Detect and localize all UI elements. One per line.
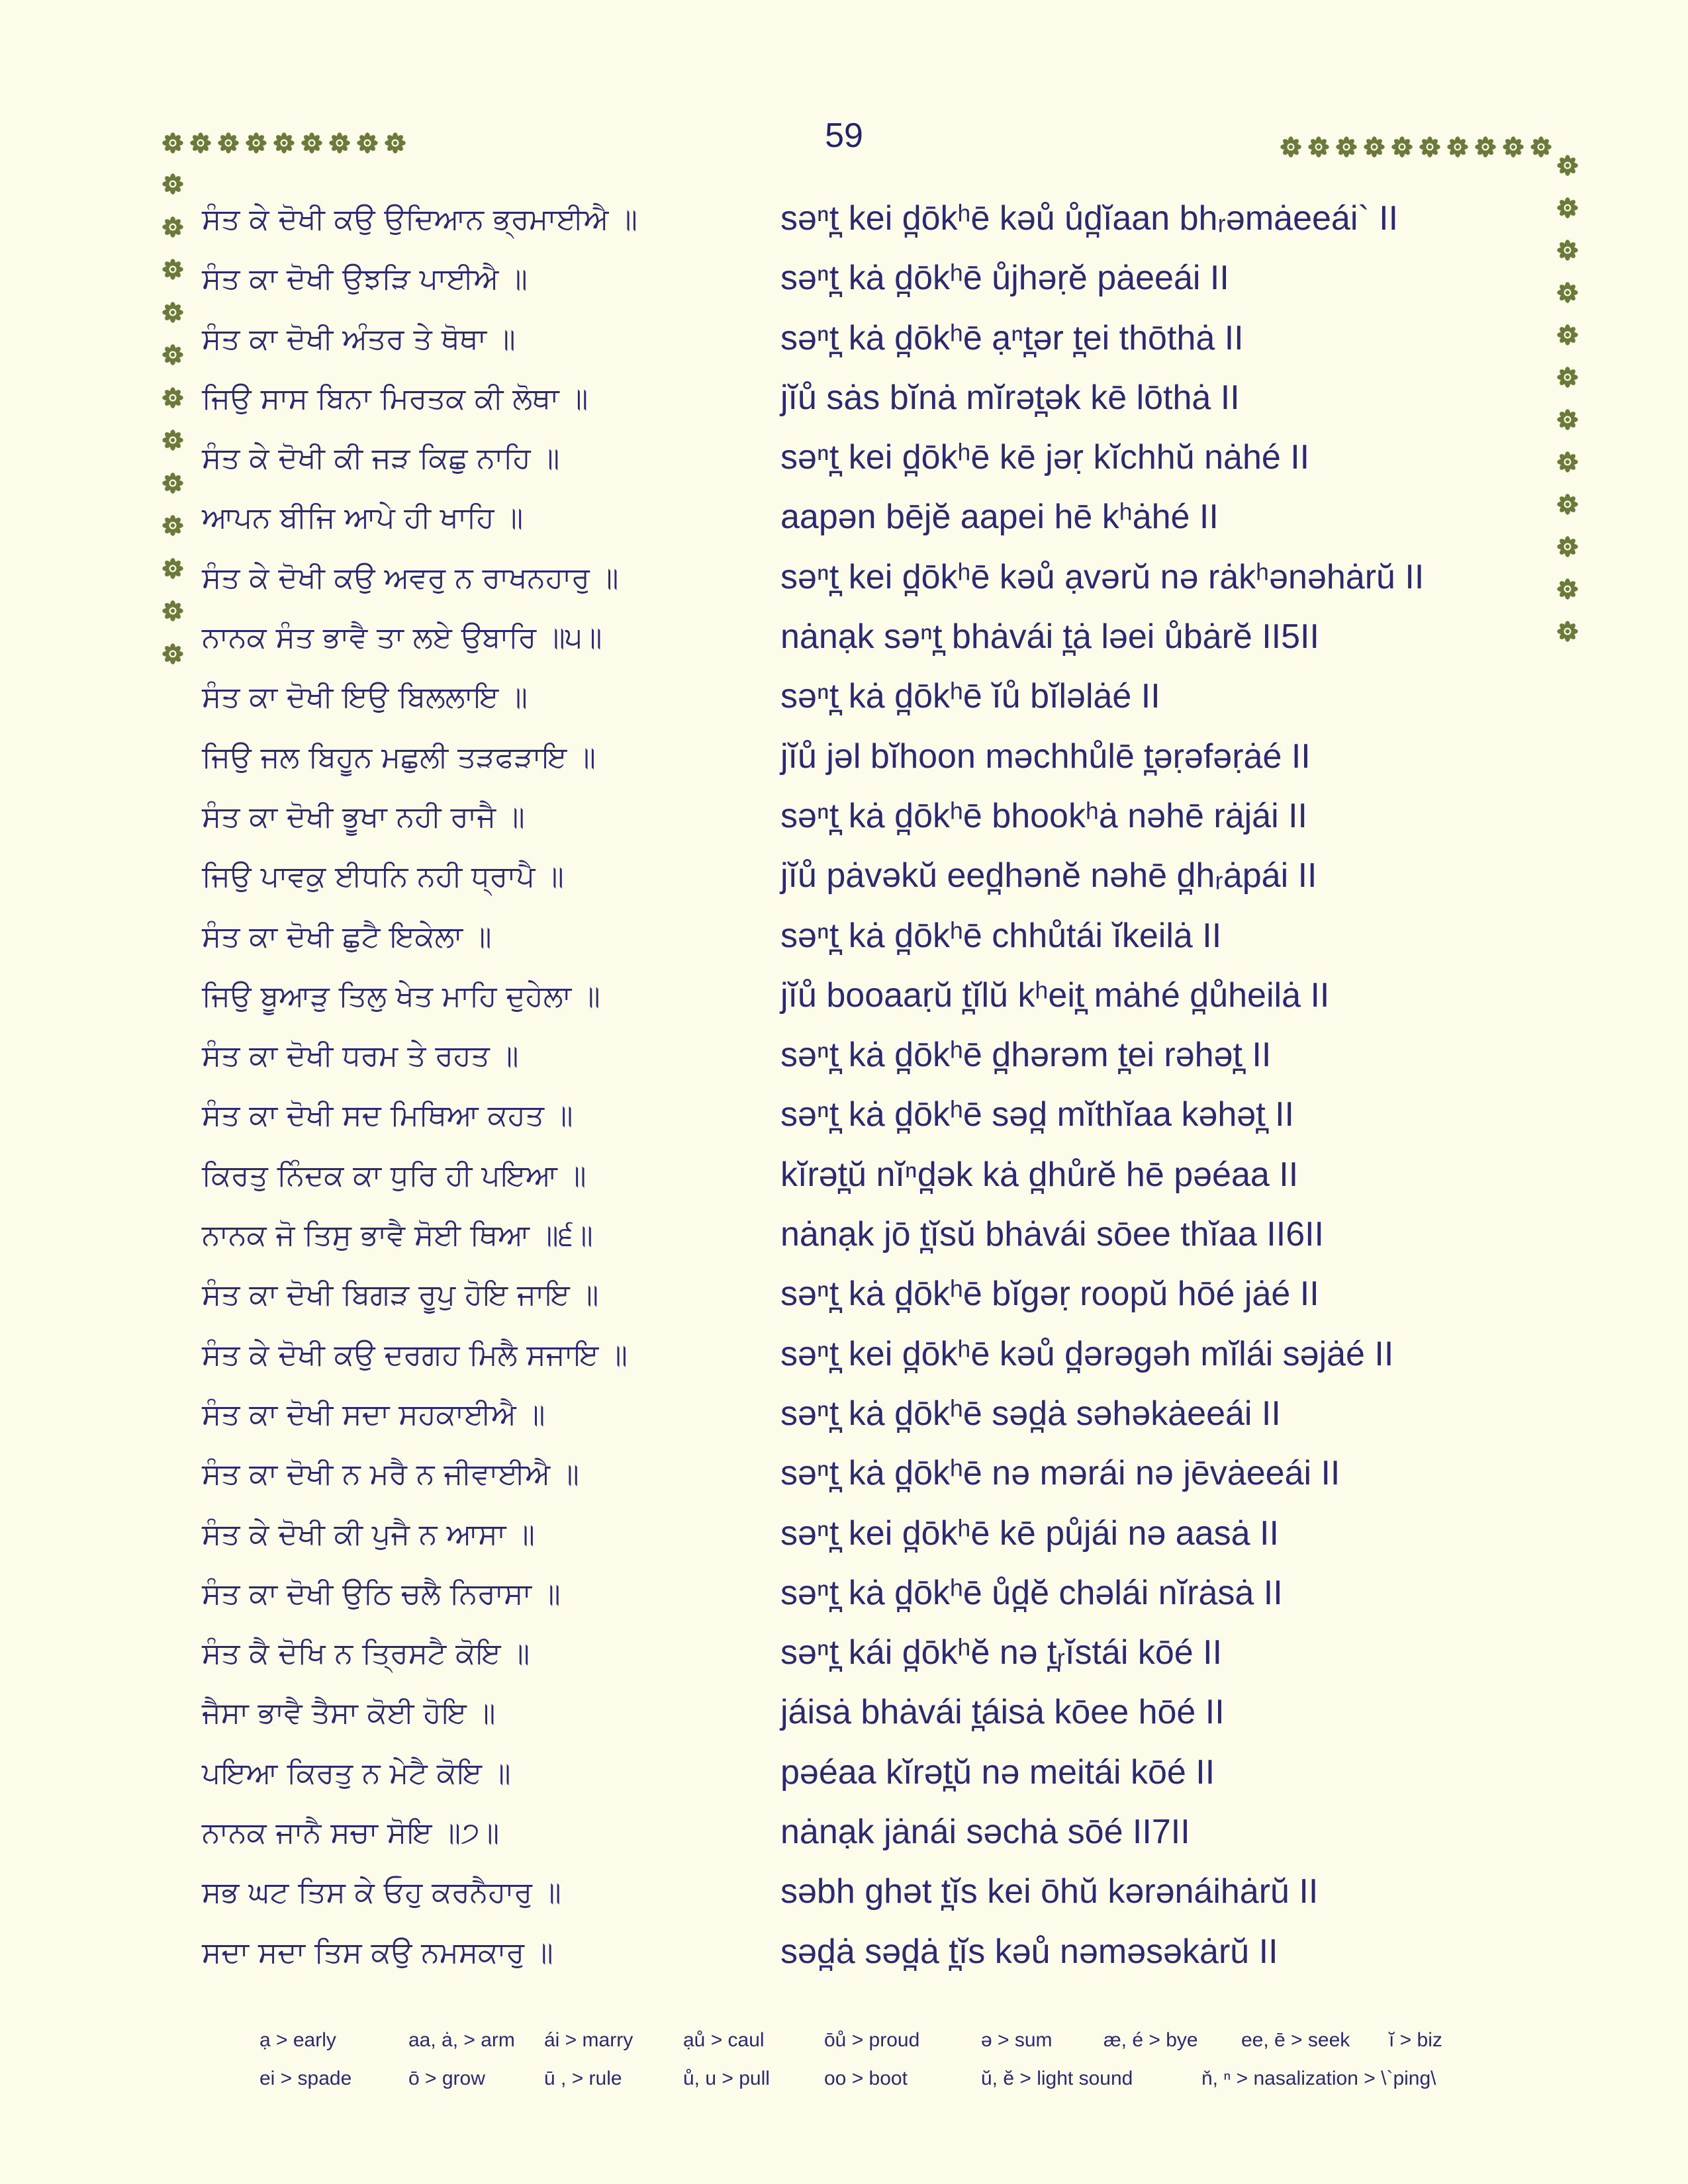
- verse-line: [202, 1391, 1526, 1451]
- transliteration-text: jĭů jəl bĭhoon məchhůlē t̪əṛəfəṛȧé II: [780, 737, 1311, 776]
- legend-item: ái > marry: [544, 2029, 633, 2051]
- legend-item: ạ > early: [259, 2029, 336, 2051]
- gurmukhi-text: ਸੰਤ ਕੇ ਦੋਖੀ ਕਉ ਦਰਗਹ ਮਿਲੈ ਸਜਾਇ ॥: [202, 1338, 628, 1372]
- transliteration-text: kĭrət̪ŭ nĭⁿd̪ək kȧ d̪hůrĕ hē pəéaa II: [780, 1155, 1299, 1194]
- gurmukhi-text: ਕਿਰਤੁ ਨਿੰਦਕ ਕਾ ਧੁਰਿ ਹੀ ਪਇਆ ॥: [202, 1158, 586, 1193]
- legend-item: ōů > proud: [824, 2029, 920, 2051]
- legend-item: ə > sum: [981, 2029, 1053, 2051]
- gurmukhi-text: ਸੰਤ ਕਾ ਦੋਖੀ ਛੁਟੈ ਇਕੇਲਾ ॥: [202, 919, 492, 954]
- transliteration-text: nȧnạk jȧnái səchȧ sōé II7II: [780, 1813, 1190, 1852]
- transliteration-text: nȧnạk səⁿt̪ bhȧvái t̪ȧ ləei ůbȧrĕ II5II: [780, 617, 1319, 657]
- verse-line: [202, 1869, 1526, 1929]
- flower-ornament-icon: [162, 472, 184, 494]
- flower-ornament-icon: [1556, 535, 1579, 558]
- verse-line: [202, 1092, 1526, 1152]
- flower-ornament-icon: [273, 132, 295, 154]
- legend-item: ĭ > biz: [1389, 2029, 1442, 2051]
- flower-ornament-icon: [1556, 493, 1579, 516]
- pronunciation-legend: [259, 2029, 1550, 2115]
- legend-item: ň, ⁿ > nasalization > \`ping\: [1201, 2068, 1436, 2089]
- gurmukhi-text: ਨਾਨਕ ਸੰਤ ਭਾਵੈ ਤਾ ਲਏ ਉਬਾਰਿ ॥੫॥: [202, 621, 602, 655]
- gurmukhi-text: ਆਪਨ ਬੀਜਿ ਆਪੇ ਹੀ ਖਾਹਿ ॥: [202, 501, 524, 535]
- verse-line: [202, 1152, 1526, 1212]
- transliteration-text: səⁿt̪ kȧ d̪ōkʰē d̪hərəm t̪ei rəhət̪ II: [780, 1036, 1272, 1075]
- flower-ornament-icon: [162, 258, 184, 281]
- transliteration-text: səⁿt̪ kái d̪ōkʰĕ nə t̪ᵣĭstái kōé II: [780, 1633, 1223, 1672]
- gurmukhi-text: ਜਿਉ ਜਲ ਬਿਹੂਨ ਮਛੁਲੀ ਤੜਫੜਾਇ ॥: [202, 740, 596, 774]
- gurmukhi-text: ਸੰਤ ਕੈ ਦੋਖਿ ਨ ਤ੍ਰਿਸਟੈ ਕੋਇ ॥: [202, 1637, 530, 1671]
- transliteration-text: səⁿt̪ kȧ d̪ōkʰē bĭgəṛ roopŭ hōé jȧé II: [780, 1275, 1319, 1314]
- gurmukhi-text: ਸੰਤ ਕਾ ਦੋਖੀ ਅੰਤਰ ਤੇ ਥੋਥਾ ॥: [202, 322, 516, 356]
- legend-row: [259, 2029, 1550, 2068]
- flower-ornament-icon: [1363, 136, 1385, 158]
- flower-ornament-icon: [1556, 578, 1579, 600]
- flower-ornament-icon: [1446, 136, 1469, 158]
- verse-line: [202, 794, 1526, 853]
- legend-item: ū , > rule: [544, 2068, 622, 2089]
- flower-ornament-icon: [356, 132, 379, 154]
- gurmukhi-text: ਸੰਤ ਕੇ ਦੋਖੀ ਕੀ ਪੁਜੈ ਨ ਆਸਾ ॥: [202, 1517, 535, 1551]
- flower-ornament-icon: [1556, 366, 1579, 388]
- gurmukhi-text: ਸੰਤ ਕਾ ਦੋਖੀ ਨ ਮਰੈ ਨ ਜੀਵਾਈਐ ॥: [202, 1457, 579, 1492]
- verse-line: [202, 1809, 1526, 1869]
- verse-line: [202, 435, 1526, 494]
- gurmukhi-text: ਸੰਤ ਕਾ ਦੋਖੀ ਧਰਮ ਤੇ ਰਹਤ ॥: [202, 1039, 519, 1073]
- flower-ornament-icon: [1419, 136, 1441, 158]
- transliteration-text: jĭů pȧvəkŭ eed̪hənĕ nəhē d̪hᵣȧpái II: [780, 856, 1317, 895]
- legend-item: aa, ȧ, > arm: [408, 2029, 515, 2051]
- flower-ornament-icon: [162, 557, 184, 580]
- transliteration-text: səⁿt̪ kei d̪ōkʰē kəů d̪ərəgəh mĭlái səjȧé II: [780, 1334, 1394, 1373]
- flower-ornament-icon: [189, 132, 212, 154]
- flower-ornament-icon: [1335, 136, 1358, 158]
- flower-ornament-icon: [162, 343, 184, 366]
- gurmukhi-text: ਸੰਤ ਕਾ ਦੋਖੀ ਉਝੜਿ ਪਾਈਐ ॥: [202, 262, 528, 296]
- flower-ornament-icon: [1556, 281, 1579, 304]
- flower-ornament-icon: [217, 132, 240, 154]
- flower-ornament-icon: [162, 301, 184, 324]
- gurmukhi-text: ਸੰਤ ਕਾ ਦੋਖੀ ਸਦ ਮਿਥਿਆ ਕਹਤ ॥: [202, 1099, 573, 1133]
- gurmukhi-text: ਸਭ ਘਟ ਤਿਸ ਕੇ ਓਹੁ ਕਰਨੈਹਾਰੁ ॥: [202, 1876, 561, 1910]
- flower-ornament-icon: [1556, 154, 1579, 177]
- flower-ornament-icon: [245, 132, 267, 154]
- transliteration-text: səⁿt̪ kȧ d̪ōkʰē səd̪ mĭthĭaa kəhət̪ II: [780, 1095, 1294, 1134]
- flower-ornament-icon: [162, 132, 184, 154]
- verse-line: [202, 1750, 1526, 1809]
- flower-ornament-icon: [1307, 136, 1330, 158]
- verse-line: [202, 913, 1526, 973]
- verse-line: [202, 1032, 1526, 1092]
- legend-item: ů, u > pull: [683, 2068, 770, 2089]
- gurmukhi-text: ਨਾਨਕ ਜਾਨੈ ਸਚਾ ਸੋਇ ॥੭॥: [202, 1816, 500, 1850]
- flower-ornament-icon: [328, 132, 351, 154]
- transliteration-text: səⁿt̪ kei d̪ōkʰē kē jəṛ kĭchhŭ nȧhé II: [780, 438, 1310, 477]
- verse-line: [202, 853, 1526, 913]
- flower-ornament-icon: [162, 216, 184, 238]
- transliteration-text: jĭů sȧs bĭnȧ mĭrət̪ək kē lōthȧ II: [780, 378, 1240, 417]
- verse-table: [202, 196, 1526, 1989]
- gurmukhi-text: ਸੰਤ ਕਾ ਦੋਖੀ ਇਉ ਬਿਲਲਾਇ ॥: [202, 680, 528, 715]
- verse-line: [202, 1690, 1526, 1749]
- verse-line: [202, 555, 1526, 614]
- verse-line: [202, 1570, 1526, 1630]
- transliteration-text: səⁿt̪ kȧ d̪ōkʰē ůd̪ĕ chəlái nĭrȧsȧ II: [780, 1573, 1283, 1612]
- gurmukhi-text: ਸੰਤ ਕੇ ਦੋਖੀ ਕਉ ਅਵਰੁ ਨ ਰਾਖਨਹਾਰੁ ॥: [202, 561, 619, 595]
- flower-ornament-icon: [1391, 136, 1413, 158]
- transliteration-text: səⁿt̪ kȧ d̪ōkʰē bhookʰȧ nəhē rȧjái II: [780, 796, 1307, 835]
- verse-line: [202, 734, 1526, 794]
- gurmukhi-text: ਜਿਉ ਪਾਵਕੁ ਈਧਨਿ ਨਹੀ ਧ੍ਰਾਪੈ ॥: [202, 860, 564, 894]
- transliteration-text: səⁿt̪ kei d̪ōkʰē kē půjái nə aasȧ II: [780, 1514, 1279, 1553]
- transliteration-text: səⁿt̪ kei d̪ōkʰē kəů ůd̪ĭaan bhᵣəmȧeeái` II: [780, 199, 1399, 238]
- transliteration-text: jĭů booaaṛŭ t̪ĭlŭ kʰeit̪ mȧhé d̪ůheilȧ II: [780, 976, 1330, 1015]
- legend-item: ee, ē > seek: [1241, 2029, 1350, 2051]
- flower-ornament-icon: [1556, 408, 1579, 431]
- legend-item: ei > spade: [259, 2068, 352, 2089]
- verse-line: [202, 1332, 1526, 1391]
- flower-ornament-icon: [1280, 136, 1302, 158]
- transliteration-text: səⁿt̪ kȧ d̪ōkʰē chhůtái ĭkeilȧ II: [780, 916, 1222, 955]
- verse-line: [202, 614, 1526, 674]
- verse-line: [202, 255, 1526, 315]
- legend-item: oo > boot: [824, 2068, 908, 2089]
- flower-ornament-icon: [384, 132, 406, 154]
- verse-line: [202, 674, 1526, 733]
- transliteration-text: səⁿt̪ kȧ d̪ōkʰē ạⁿt̪ər t̪ei thōthȧ II: [780, 318, 1244, 357]
- flower-ornament-icon: [162, 387, 184, 409]
- gurmukhi-text: ਜਿਉ ਬੂਆੜੁ ਤਿਲੁ ਖੇਤ ਮਾਹਿ ਦੁਹੇਲਾ ॥: [202, 979, 600, 1013]
- gurmukhi-text: ਪਇਆ ਕਿਰਤੁ ਨ ਮੇਟੈ ਕੋਇ ॥: [202, 1756, 511, 1790]
- verse-line: [202, 973, 1526, 1032]
- gurmukhi-text: ਸੰਤ ਕਾ ਦੋਖੀ ਬਿਗੜ ਰੂਪੁ ਹੋਇ ਜਾਇ ॥: [202, 1278, 599, 1312]
- transliteration-text: səⁿt̪ kȧ d̪ōkʰē səd̪ȧ səhəkȧeeái II: [780, 1394, 1281, 1433]
- transliteration-text: səd̪ȧ səd̪ȧ t̪ĭs kəů nəməsəkȧrŭ II: [780, 1932, 1278, 1971]
- gurmukhi-text: ਸੰਤ ਕਾ ਦੋਖੀ ਭੂਖਾ ਨਹੀ ਰਾਜੈ ॥: [202, 799, 525, 834]
- verse-line: [202, 494, 1526, 554]
- verse-line: [202, 196, 1526, 255]
- verse-line: [202, 375, 1526, 435]
- flower-ornament-icon: [1556, 620, 1579, 643]
- gurmukhi-text: ਸੰਤ ਕੇ ਦੋਖੀ ਕੀ ਜੜ ਕਿਛੁ ਨਾਹਿ ॥: [202, 441, 560, 476]
- flower-ornament-icon: [1530, 136, 1552, 158]
- legend-item: ŭ, ĕ > light sound: [981, 2068, 1133, 2089]
- flower-ornament-icon: [162, 173, 184, 195]
- transliteration-text: səⁿt̪ kȧ d̪ōkʰē ůjhəṛĕ pȧeeái II: [780, 259, 1229, 298]
- flower-ornament-icon: [301, 132, 323, 154]
- verse-line: [202, 316, 1526, 375]
- flower-ornament-icon: [1502, 136, 1524, 158]
- transliteration-text: pəéaa kĭrət̪ŭ nə meitái kōé II: [780, 1752, 1215, 1792]
- flower-ornament-icon: [1556, 451, 1579, 473]
- page-number: 59: [825, 116, 863, 155]
- verse-line: [202, 1929, 1526, 1989]
- gurmukhi-text: ਸੰਤ ਕਾ ਦੋਖੀ ਸਦਾ ਸਹਕਾਈਐ ॥: [202, 1397, 545, 1432]
- flower-ornament-icon: [162, 643, 184, 665]
- gurmukhi-text: ਸੰਤ ਕਾ ਦੋਖੀ ਉਠਿ ਚਲੈ ਨਿਰਾਸਾ ॥: [202, 1576, 561, 1611]
- transliteration-text: səbh ghət t̪ĭs kei ōhŭ kərənáihȧrŭ II: [780, 1872, 1319, 1911]
- flower-ornament-icon: [162, 514, 184, 537]
- legend-item: ō > grow: [408, 2068, 485, 2089]
- legend-item: æ, é > bye: [1103, 2029, 1198, 2051]
- transliteration-text: səⁿt̪ kȧ d̪ōkʰē nə mərái nə jēvȧeeái II: [780, 1454, 1340, 1493]
- verse-line: [202, 1511, 1526, 1570]
- transliteration-text: səⁿt̪ kei d̪ōkʰē kəů ạvərŭ nə rȧkʰənəhȧrŭ II: [780, 557, 1425, 596]
- flower-ornament-icon: [1556, 324, 1579, 346]
- verse-line: [202, 1212, 1526, 1271]
- flower-ornament-icon: [162, 429, 184, 451]
- transliteration-text: aapən bējĕ aapei hē kʰȧhé II: [780, 498, 1219, 537]
- flower-ornament-icon: [162, 600, 184, 622]
- gurmukhi-text: ਜਿਉ ਸਾਸ ਬਿਨਾ ਮਿਰਤਕ ਕੀ ਲੋਥਾ ॥: [202, 381, 588, 416]
- flower-ornament-icon: [1556, 239, 1579, 261]
- transliteration-text: nȧnạk jō t̪ĭsŭ bhȧvái sōee thĭaa II6II: [780, 1215, 1325, 1254]
- legend-item: ạů > caul: [683, 2029, 765, 2051]
- gurmukhi-text: ਸੰਤ ਕੇ ਦੋਖੀ ਕਉ ਉਦਿਆਨ ਭ੍ਰਮਾਈਐ ॥: [202, 203, 637, 236]
- transliteration-text: səⁿt̪ kȧ d̪ōkʰē ĭů bĭləlȧé II: [780, 677, 1160, 716]
- transliteration-text: jáisȧ bhȧvái t̪áisȧ kōee hōé II: [780, 1693, 1225, 1732]
- verse-line: [202, 1630, 1526, 1690]
- legend-row: [259, 2068, 1550, 2106]
- gurmukhi-text: ਸਦਾ ਸਦਾ ਤਿਸ ਕਉ ਨਮਸਕਾਰੁ ॥: [202, 1935, 553, 1970]
- verse-line: [202, 1271, 1526, 1331]
- flower-ornament-icon: [1474, 136, 1497, 158]
- verse-line: [202, 1451, 1526, 1510]
- flower-ornament-icon: [1556, 197, 1579, 219]
- gurmukhi-text: ਜੈਸਾ ਭਾਵੈ ਤੈਸਾ ਕੋਈ ਹੋਇ ॥: [202, 1696, 496, 1731]
- gurmukhi-text: ਨਾਨਕ ਜੋ ਤਿਸੁ ਭਾਵੈ ਸੋਈ ਥਿਆ ॥੬॥: [202, 1218, 593, 1253]
